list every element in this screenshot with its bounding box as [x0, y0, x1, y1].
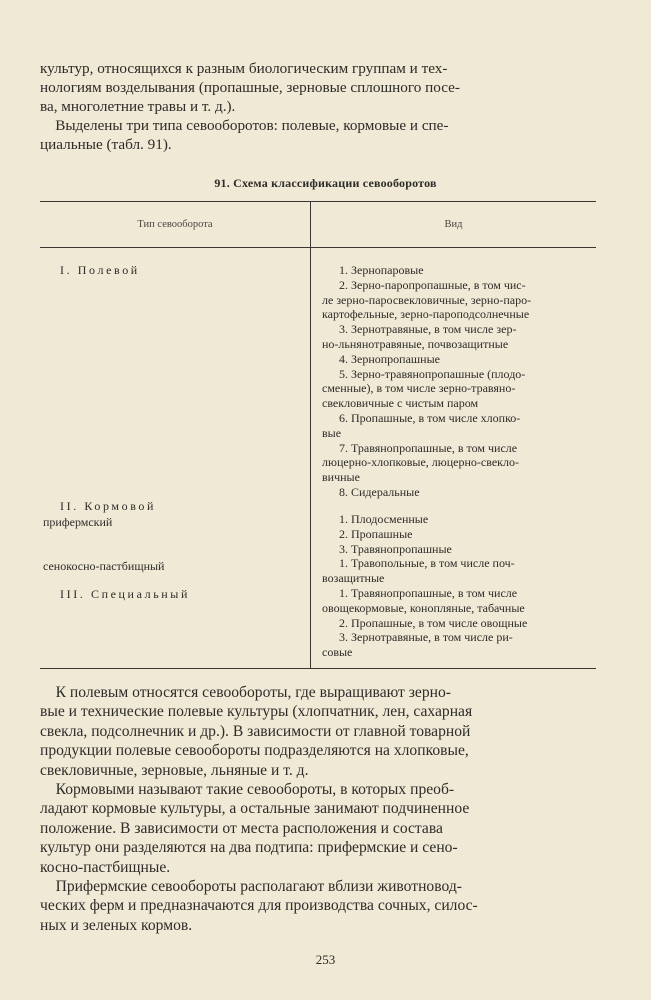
text-line: Выделены три типа севооборотов: полевые, кормовые и спе-	[40, 117, 449, 134]
list-item: ле зерно-паросвекловичные, зерно-паро-	[322, 292, 532, 307]
list-item: вичные	[322, 470, 360, 485]
header-kind: Вид	[444, 219, 463, 230]
text-line: свекла, подсолнечник и др.). В зависимости от главной товарной	[40, 722, 471, 740]
body-text	[40, 683, 596, 935]
table-caption: 91. Схема классификации севооборотов	[214, 176, 437, 190]
list-item: 3. Травянопропашные	[339, 541, 452, 556]
text-line: ладают кормовые культуры, а остальные занимают подчиненное	[40, 800, 470, 818]
header-type: Тип севооборота	[137, 219, 213, 230]
type-field: I. Полевой	[60, 263, 140, 277]
type-special: III. Специальный	[60, 587, 190, 601]
list-item: 2. Пропашные, в том числе овощные	[339, 615, 528, 630]
fodder-hay-kinds-list	[322, 556, 592, 586]
list-item: вые	[322, 425, 342, 440]
text-line: циальные (табл. 91).	[40, 136, 172, 153]
text-line: вые и технические полевые культуры (хлопчатник, лен, сахарная	[40, 703, 473, 721]
classification-table	[40, 201, 596, 669]
list-item: но-льнянотравяные, почвозащитные	[322, 336, 509, 351]
list-item: 2. Пропашные	[339, 526, 413, 541]
list-item: 4. Зернопропашные	[339, 351, 440, 366]
special-kinds-list	[322, 586, 592, 660]
list-item: 8. Сидеральные	[339, 484, 420, 499]
text-line: К полевым относятся севообороты, где выращивают зерно-	[40, 684, 451, 701]
list-item: овощекормовые, конопляные, табачные	[322, 600, 525, 615]
text-line: культур они разделяются на два подтипа: прифермские и сено-	[40, 839, 458, 857]
type-fodder-subtype-farm: прифермский	[43, 515, 113, 529]
type-fodder: II. Кормовой	[60, 499, 157, 513]
list-item: картофельные, зерно-пароподсолнечные	[322, 307, 530, 322]
text-line: культур, относящихся к разным биологическим группам и тех-	[40, 60, 448, 77]
list-item: 3. Зернотравяные, в том числе ри-	[339, 630, 513, 645]
text-line: продукции полевые севообороты подразделяются на хлопковые,	[40, 742, 469, 760]
text-line: нологиям возделывания (пропашные, зерновые сплошного посе-	[40, 79, 460, 96]
list-item: люцерно-хлопковые, люцерно-свекло-	[322, 455, 519, 470]
text-line: положение. В зависимости от места расположения и состава	[40, 819, 443, 837]
text-line: ных и зеленых кормов.	[40, 916, 193, 934]
text-line: ческих ферм и предназначаются для производства сочных, силос-	[40, 897, 478, 915]
list-item: 3. Зернотравяные, в том числе зер-	[339, 322, 517, 337]
list-item: 1. Травянопропашные, в том числе	[339, 586, 518, 600]
list-item: возащитные	[322, 570, 385, 585]
text-line: Прифермские севообороты располагают вблизи животновод-	[40, 878, 462, 896]
list-item: совые	[322, 645, 353, 660]
list-item: 1. Зернопаровые	[339, 263, 424, 277]
list-item: 6. Пропашные, в том числе хлопко-	[339, 410, 521, 425]
intro-paragraph	[40, 59, 596, 154]
type-fodder-subtype-hay: сенокосно-пастбищный	[43, 559, 165, 573]
fodder-farm-kinds-list	[322, 512, 592, 556]
text-line: Кормовыми называют такие севообороты, в которых преоб-	[40, 781, 455, 799]
list-item: 5. Зерно-травянопропашные (плодо-	[339, 366, 526, 381]
list-item: сменные), в том числе зерно-травяно-	[322, 381, 516, 396]
field-kinds-list	[322, 263, 592, 500]
list-item: свекловичные с чистым паром	[322, 396, 479, 411]
list-item: 7. Травянопропашные, в том числе	[339, 440, 518, 455]
list-item: 2. Зерно-паропропашные, в том чис-	[339, 277, 526, 292]
list-item: 1. Травопольные, в том числе поч-	[339, 556, 515, 570]
text-line: косно-пастбищные.	[40, 858, 171, 876]
text-line: ва, многолетние травы и т. д.).	[40, 98, 236, 115]
text-line: свекловичные, зерновые, льняные и т. д.	[40, 761, 309, 779]
column-divider	[310, 202, 311, 668]
page-number: 253	[315, 952, 336, 967]
list-item: 1. Плодосменные	[339, 512, 429, 526]
header-divider	[40, 247, 596, 248]
